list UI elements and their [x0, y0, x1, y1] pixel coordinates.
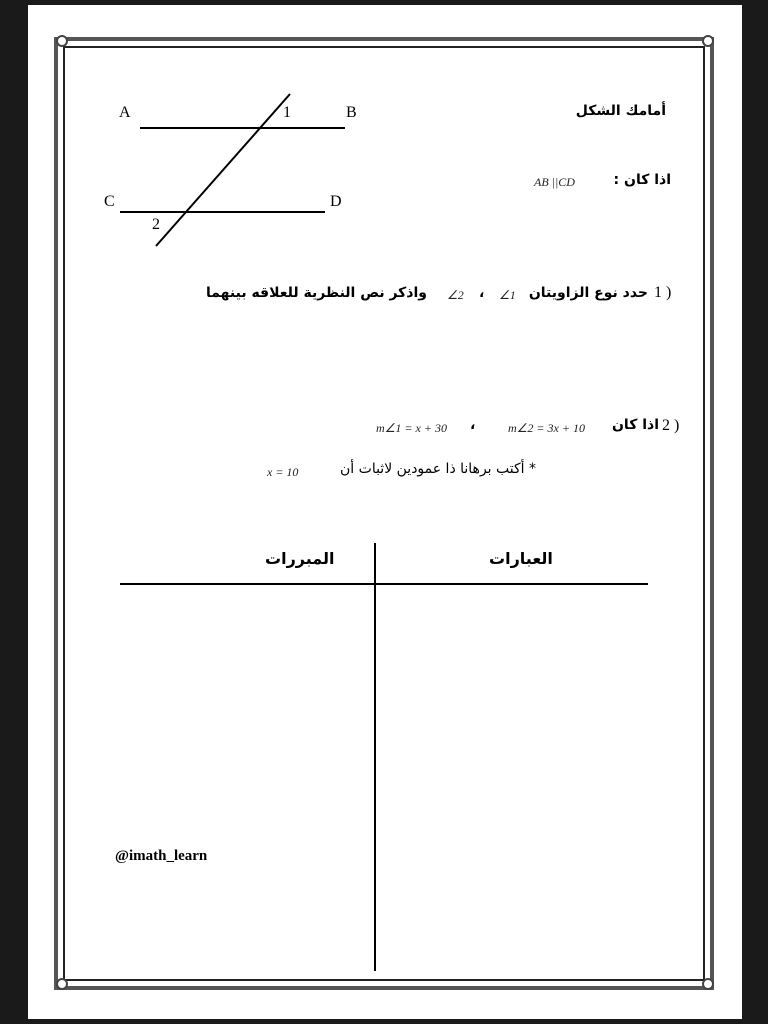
- given-parallel-statement: AB ||CD: [534, 175, 575, 189]
- question2-prefix: اذا كان: [611, 417, 659, 433]
- point-label-b: B: [346, 104, 357, 121]
- statements-column-header: العبارات: [489, 549, 553, 568]
- transversal-line: [156, 94, 290, 246]
- point-label-a: A: [119, 104, 131, 121]
- angle-label-1: 1: [283, 104, 291, 121]
- proof-table-header-rule: [120, 583, 648, 585]
- question1-text-end: واذكر نص النظرية للعلاقه بينهما: [206, 285, 427, 301]
- question2-separator: ،: [470, 417, 476, 433]
- question1-angle-2: ∠2: [447, 288, 464, 302]
- question2-eq-angle1: m∠1 = x + 30: [376, 421, 447, 435]
- proof-table-column-divider: [374, 543, 376, 971]
- watermark-handle: @imath_learn: [115, 848, 208, 864]
- question1-number: 1 ): [654, 284, 672, 301]
- question1-separator: ،: [479, 285, 485, 301]
- angle-label-2: 2: [152, 216, 160, 233]
- question2-task-text: * أكتب برهانا ذا عمودين لاثبات أن: [340, 461, 536, 477]
- reasons-column-header: المبررات: [265, 549, 335, 568]
- question2-task-math: x = 10: [267, 465, 299, 479]
- question1-text-start: حدد نوع الزاويتان: [528, 285, 648, 301]
- question2-number: 2 ): [662, 417, 680, 434]
- point-label-c: C: [104, 193, 115, 210]
- question1-angle-1: ∠1: [499, 288, 516, 302]
- point-label-d: D: [330, 193, 342, 210]
- given-prefix: اذا كان :: [613, 172, 671, 188]
- intro-heading: أمامك الشكل: [575, 103, 666, 119]
- question2-eq-angle2: m∠2 = 3x + 10: [508, 421, 585, 435]
